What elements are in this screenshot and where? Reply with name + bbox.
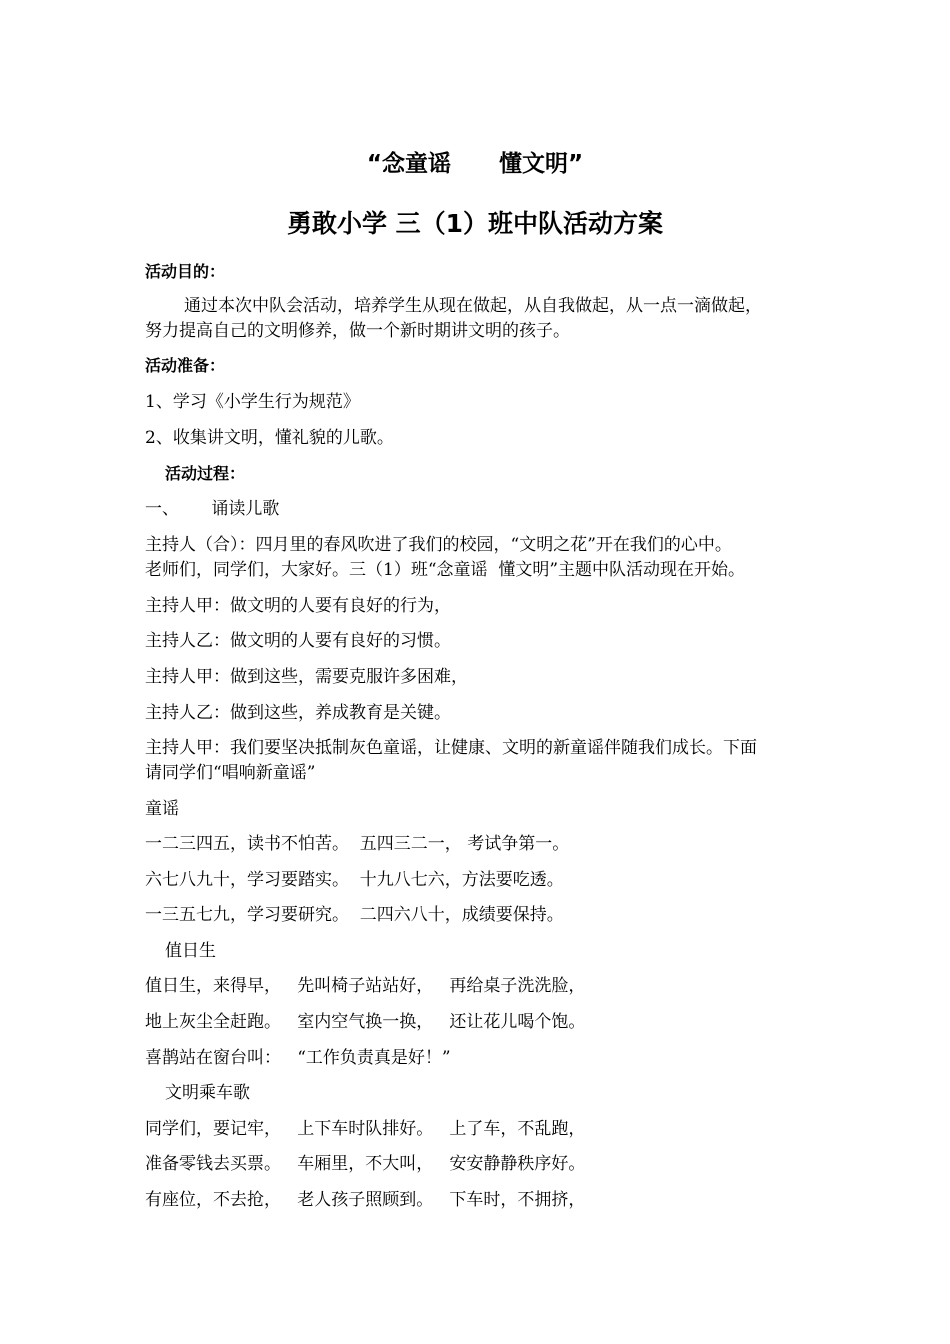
- rhyme-line-2: 六七八九十，学习要踏实。 十九八七六，方法要吃透。: [145, 870, 564, 890]
- goal-heading: 活动目的：: [145, 262, 226, 281]
- rhyme-heading: 童谣: [145, 799, 179, 819]
- prep-heading: 活动准备：: [145, 356, 226, 375]
- host-b-line-1: 主持人乙：做文明的人要有良好的习惯。: [145, 631, 451, 651]
- section-heading-1: 一、 诵读儿歌: [145, 499, 280, 519]
- host-together-line-1: 主持人（合）：四月里的春风吹进了我们的校园，“文明之花”开在我们的心中。: [145, 535, 732, 555]
- goal-paragraph-line-2: 努力提高自己的文明修养，做一个新时期讲文明的孩子。: [145, 321, 570, 341]
- bus-song-line-3: 有座位，不去抢， 老人孩子照顾到。 下车时，不拥挤，: [145, 1190, 586, 1210]
- bus-song-line-1: 同学们，要记牢， 上下车时队排好。 上了车，不乱跑，: [145, 1119, 586, 1139]
- prep-item-2: 2、收集讲文明，懂礼貌的儿歌。: [145, 428, 394, 448]
- host-a-line-3: 主持人甲：我们要坚决抵制灰色童谣，让健康、文明的新童谣伴随我们成长。下面: [145, 738, 757, 758]
- document-subtitle: 勇敢小学 三（1）班中队活动方案: [286, 209, 664, 238]
- host-a-line-2: 主持人甲：做到这些，需要克服许多困难，: [145, 667, 468, 687]
- host-a-line-1: 主持人甲：做文明的人要有良好的行为，: [145, 596, 451, 616]
- duty-line-1: 值日生，来得早， 先叫椅子站站好， 再给桌子洗洗脸，: [145, 976, 586, 996]
- document-title: “念童谣 懂文明”: [366, 151, 584, 177]
- bus-song-heading: 文明乘车歌: [165, 1083, 250, 1103]
- duty-line-2: 地上灰尘全赶跑。 室内空气换一换， 还让花儿喝个饱。: [145, 1012, 586, 1032]
- duty-line-3: 喜鹊站在窗台叫： “工作负责真是好！”: [145, 1048, 451, 1068]
- process-heading: 活动过程：: [165, 464, 246, 483]
- rhyme-line-1: 一二三四五，读书不怕苦。 五四三二一， 考试争第一。: [145, 834, 570, 854]
- host-b-line-2: 主持人乙：做到这些，养成教育是关键。: [145, 703, 451, 723]
- duty-heading: 值日生: [165, 941, 216, 961]
- host-a-line-3-cont: 请同学们“唱响新童谣”: [145, 763, 316, 783]
- rhyme-line-3: 一三五七九，学习要研究。 二四六八十，成绩要保持。: [145, 905, 564, 925]
- host-together-line-2: 老师们，同学们，大家好。三（1）班“念童谣 懂文明”主题中队活动现在开始。: [145, 560, 746, 580]
- goal-paragraph-line-1: 通过本次中队会活动，培养学生从现在做起，从自我做起，从一点一滴做起，: [184, 296, 762, 316]
- bus-song-line-2: 准备零钱去买票。 车厢里，不大叫， 安安静静秩序好。: [145, 1154, 586, 1174]
- prep-item-1: 1、学习《小学生行为规范》: [145, 392, 360, 412]
